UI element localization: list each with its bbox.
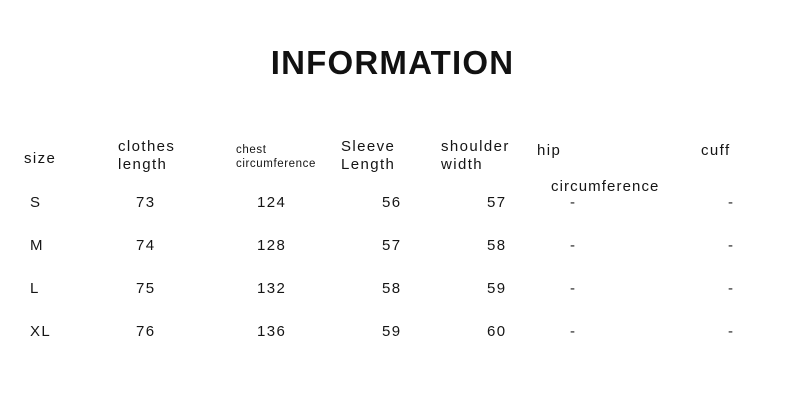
size-chart-table xyxy=(0,130,785,357)
cell-cuff: - xyxy=(728,280,735,297)
table-row xyxy=(0,228,785,271)
cell-sleeve-length: 57 xyxy=(382,237,402,254)
table-row xyxy=(0,314,785,357)
cell-size: M xyxy=(30,237,44,254)
cell-shoulder-width: 59 xyxy=(487,280,507,297)
cell-size: L xyxy=(30,280,40,297)
cell-size: XL xyxy=(30,323,52,340)
cell-cuff: - xyxy=(728,237,735,254)
column-header-size: size xyxy=(24,150,57,167)
cell-hip-circumference: - xyxy=(570,323,577,340)
cell-hip-circumference: - xyxy=(570,280,577,297)
column-header-hip-circumference-wrap: circumference xyxy=(551,178,660,195)
column-header-sleeve-length: Sleeve Length xyxy=(341,138,396,174)
column-header-shoulder-width: shoulder width xyxy=(441,138,510,174)
cell-chest-circumference: 136 xyxy=(257,323,287,340)
cell-sleeve-length: 59 xyxy=(382,323,402,340)
cell-clothes-length: 76 xyxy=(136,323,156,340)
table-row xyxy=(0,271,785,314)
cell-sleeve-length: 58 xyxy=(382,280,402,297)
cell-size: S xyxy=(30,194,42,211)
cell-hip-circumference: - xyxy=(570,194,577,211)
cell-cuff: - xyxy=(728,194,735,211)
cell-clothes-length: 75 xyxy=(136,280,156,297)
column-header-cuff: cuff xyxy=(701,142,731,159)
cell-shoulder-width: 58 xyxy=(487,237,507,254)
cell-chest-circumference: 124 xyxy=(257,194,287,211)
cell-sleeve-length: 56 xyxy=(382,194,402,211)
column-header-chest-circumference: chest circumference xyxy=(236,144,317,171)
column-header-hip: hip xyxy=(537,142,562,159)
cell-chest-circumference: 132 xyxy=(257,280,287,297)
cell-hip-circumference: - xyxy=(570,237,577,254)
cell-shoulder-width: 60 xyxy=(487,323,507,340)
table-header-row xyxy=(0,130,785,185)
page-title: INFORMATION xyxy=(270,44,515,81)
cell-clothes-length: 73 xyxy=(136,194,156,211)
cell-shoulder-width: 57 xyxy=(487,194,507,211)
column-header-clothes-length: clothes length xyxy=(118,138,176,174)
cell-clothes-length: 74 xyxy=(136,237,156,254)
cell-chest-circumference: 128 xyxy=(257,237,287,254)
cell-cuff: - xyxy=(728,323,735,340)
